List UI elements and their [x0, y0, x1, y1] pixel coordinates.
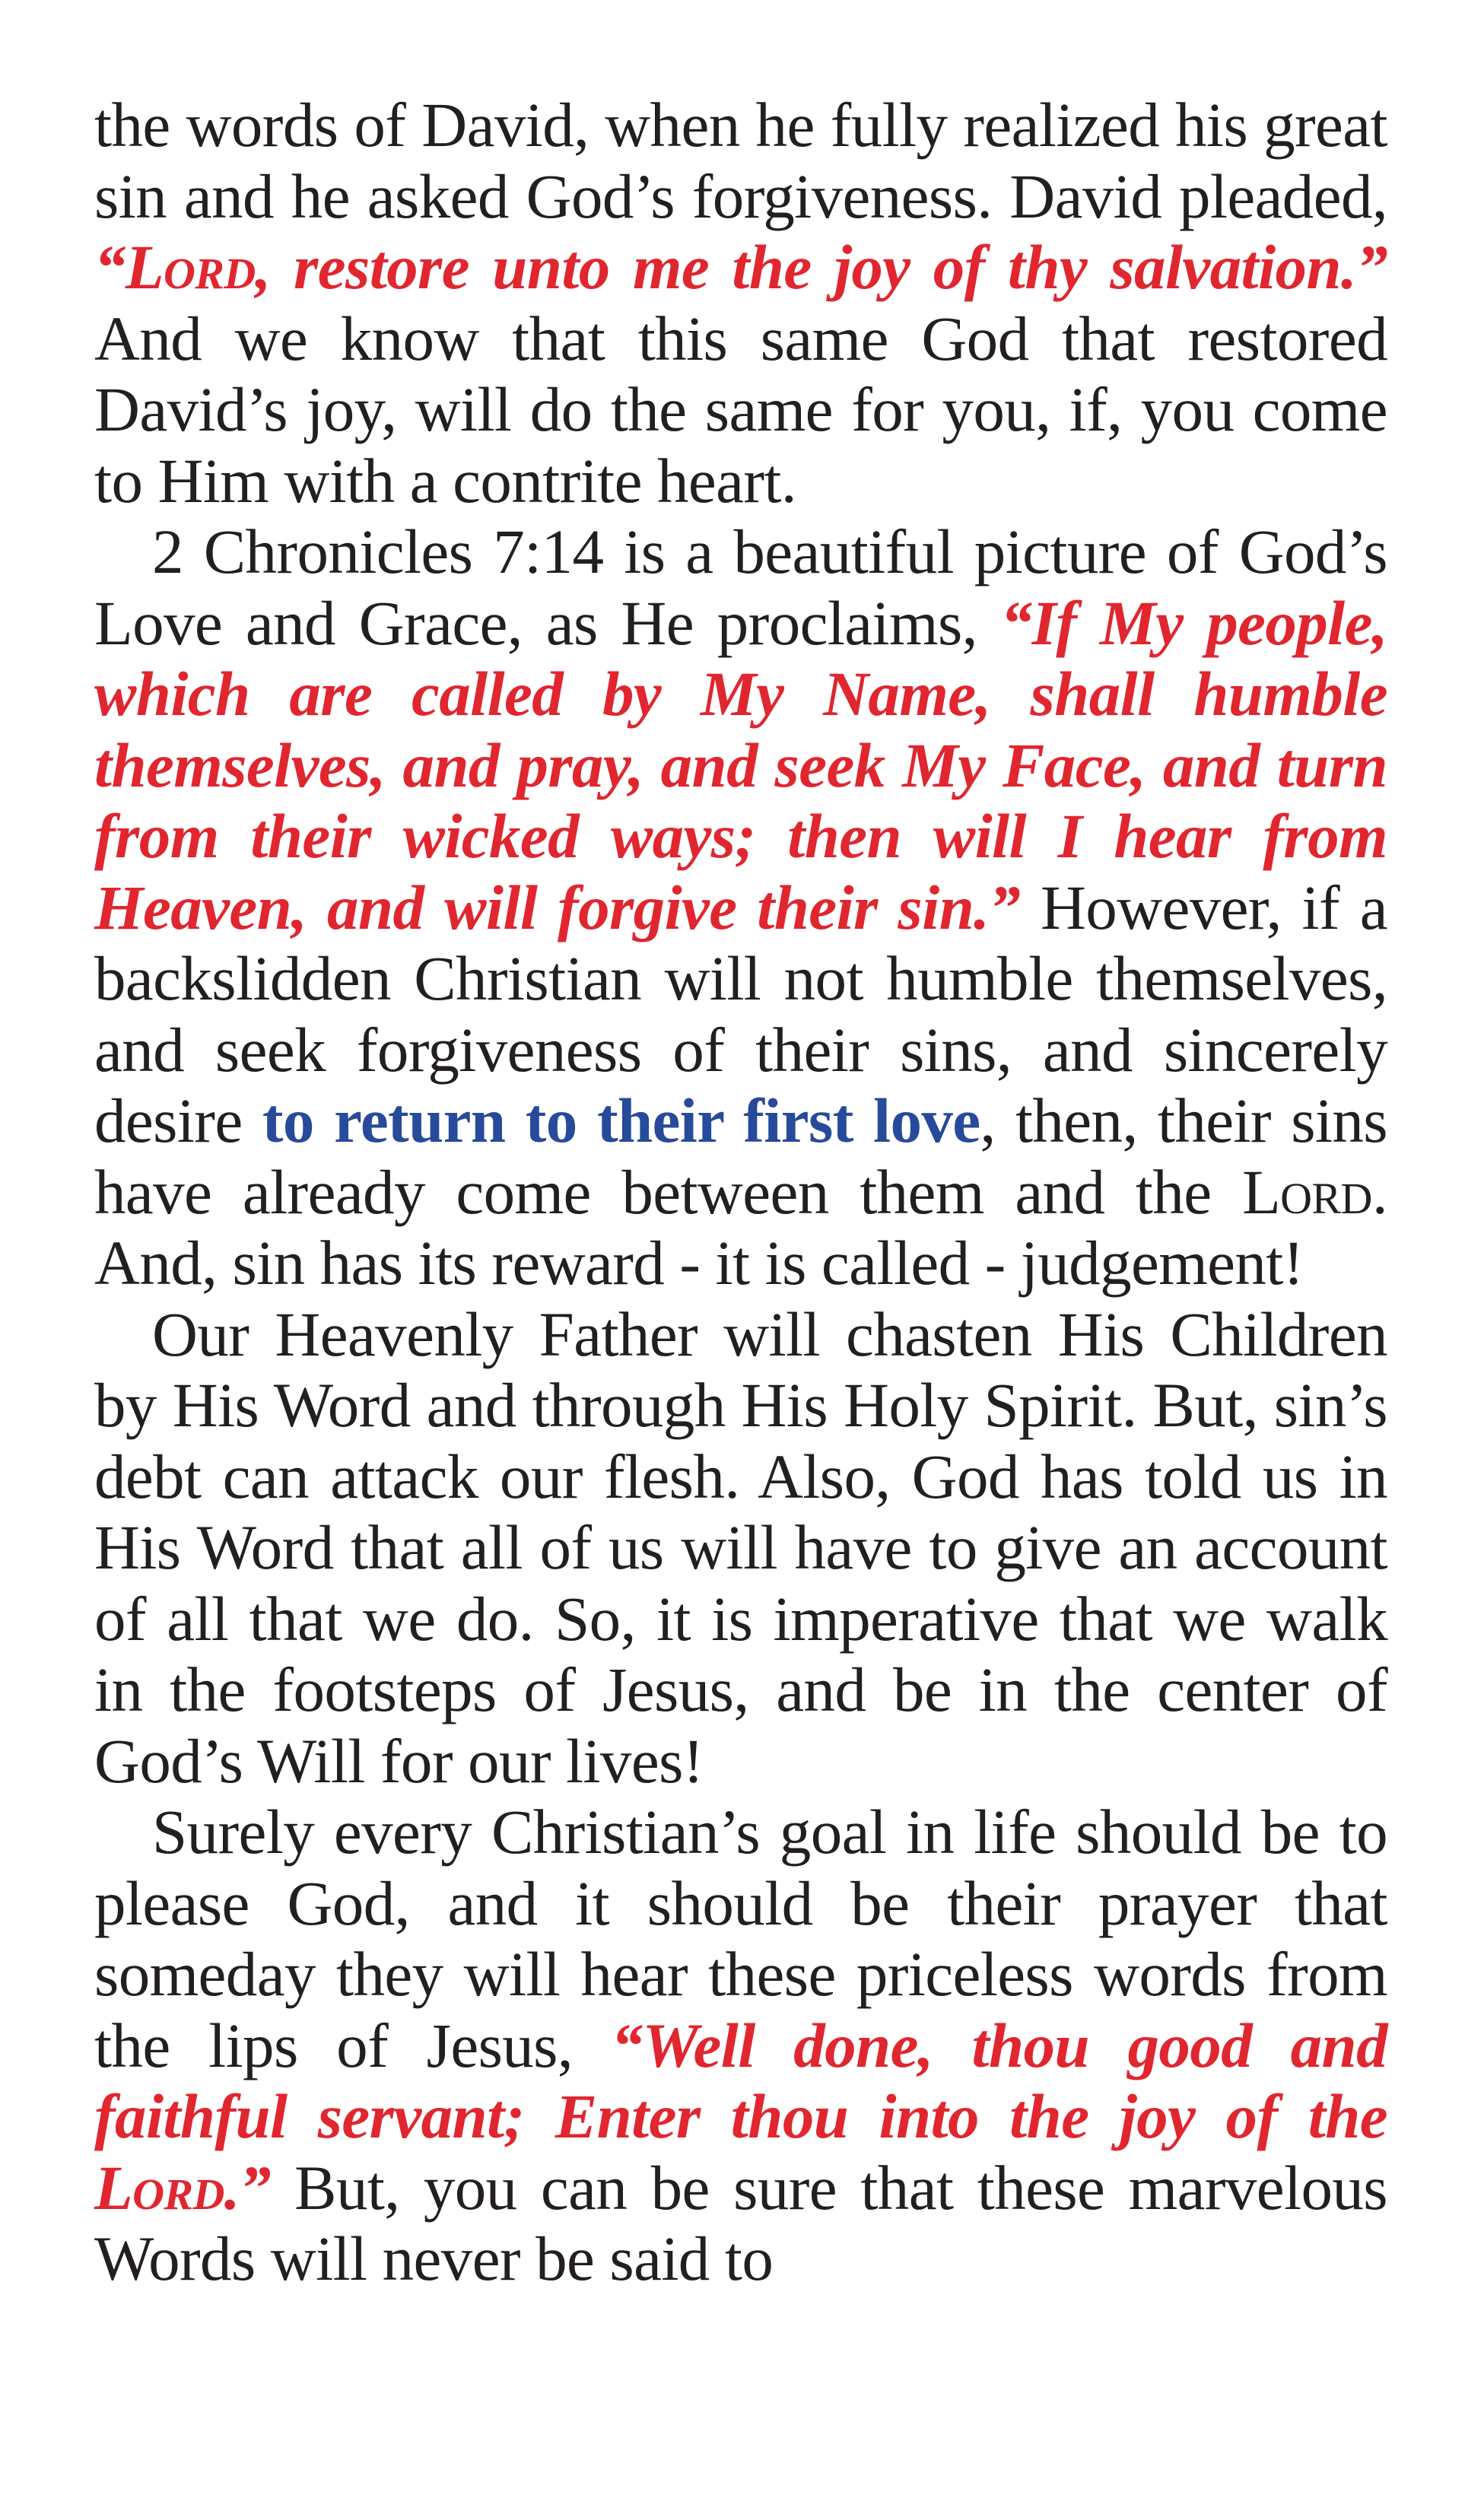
- emphasis-text: to return to their first love: [262, 1085, 980, 1155]
- body-text: And we know that this same God that restored David’s joy, will do the same for you, if, you come to Him with a contrite heart.: [94, 303, 1387, 516]
- scripture-quote: “If My people, which are called by My Name, shall humble themselves, and pray, and seek My Face, and turn from their wicked ways; then will I hear from Heaven, and will forgive their sin.”: [94, 587, 1387, 942]
- body-text: the words of David, when he fully realized his great sin and he asked God’s forgiveness. David pleaded,: [94, 90, 1387, 231]
- body-text: . And, sin has its reward - it is called - judgement!: [94, 1156, 1387, 1298]
- body-text: However, if a backslidden Christian will not humble themselves, and seek forgiveness of their sins, and sincerely desire: [94, 872, 1388, 1155]
- paragraph-4: [94, 1797, 1387, 2295]
- scripture-quote: “: [94, 232, 126, 302]
- body-text: Our Heavenly Father will chasten His Children by His Word and through His Holy Spirit. But, sin’s debt can attack our flesh. Also, God has told us in His Word that all of us will have to give an account of all that we do. So, it is imperative that we walk in the footsteps of Jesus, and be in the center of God’s Will for our lives!: [94, 1298, 1387, 1796]
- body-text: But, you can be sure that these marvelous Words will never be said to: [94, 2152, 1387, 2293]
- body-text: Surely every Christian’s goal in life should be to please God, and it should be their prayer that someday they will hear these priceless words from the lips of Jesus,: [94, 1797, 1387, 2080]
- paragraph-2: [94, 517, 1387, 1299]
- body-text: , then, their sins have already come between them and the: [94, 1085, 1387, 1227]
- scripture-quote: “Well done, thou good and faithful servant; Enter thou into the joy of the: [94, 2010, 1387, 2151]
- paragraph-3: [94, 1299, 1387, 1797]
- scripture-quote: , restore unto me the joy of thy salvation.”: [255, 232, 1387, 302]
- paragraph-1: [94, 90, 1387, 517]
- scripture-quote-lord: Lord: [125, 232, 256, 302]
- document-page: [94, 90, 1387, 2295]
- body-text: 2 Chronicles 7:14 is a beautiful picture of God’s Love and Grace, as He proclaims,: [94, 517, 1387, 658]
- lord-small-caps: Lord: [1242, 1156, 1372, 1227]
- scripture-quote: .”: [224, 2152, 271, 2223]
- scripture-quote-lord: Lord: [94, 2152, 224, 2223]
